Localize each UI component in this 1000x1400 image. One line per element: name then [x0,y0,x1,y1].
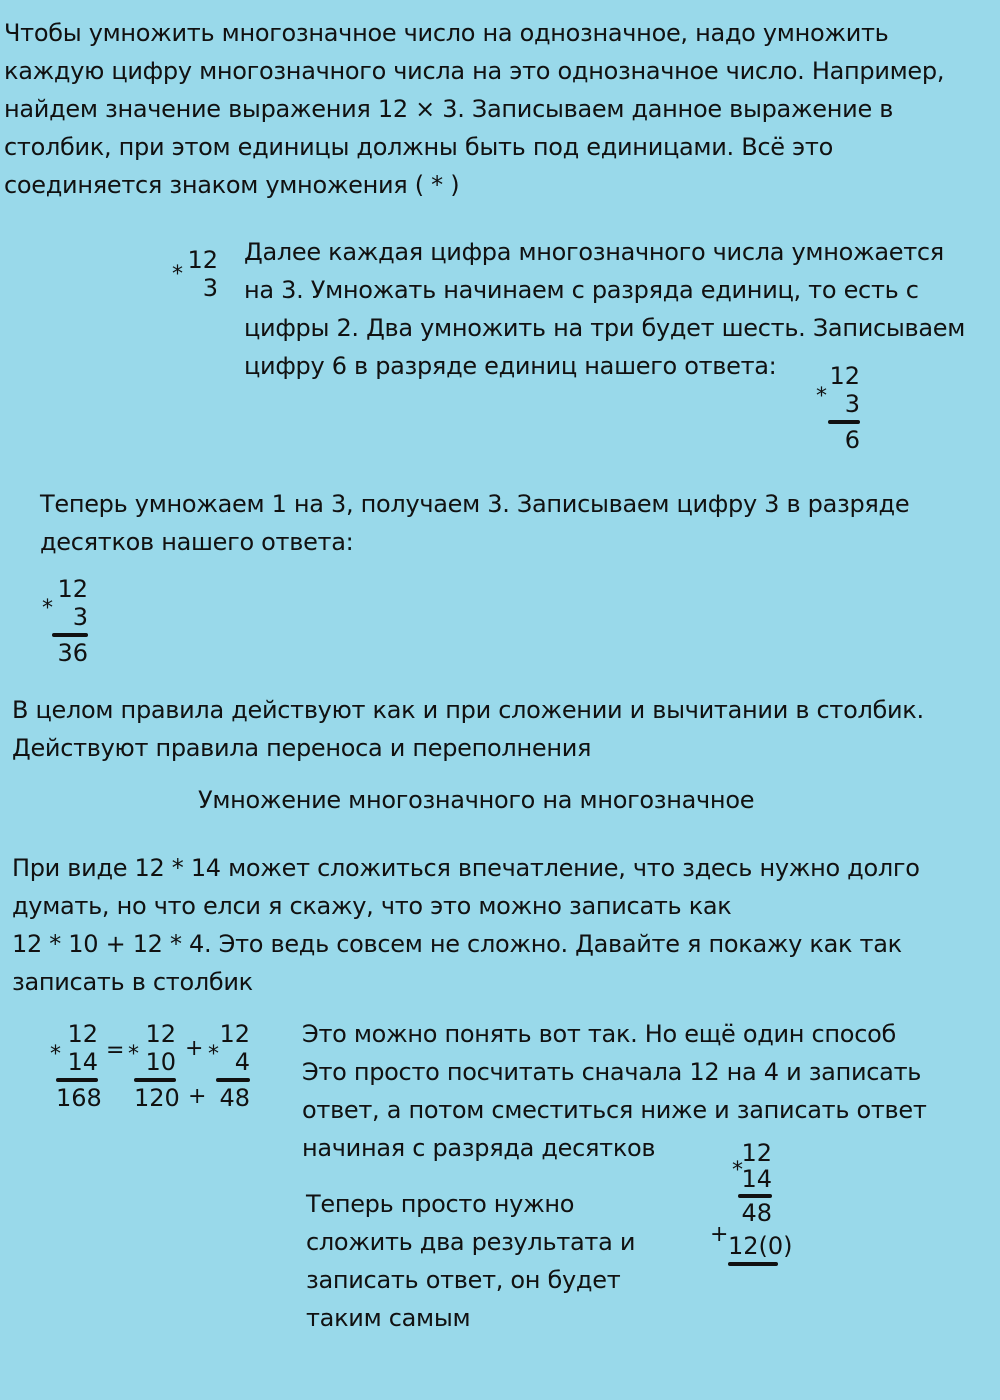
result-rule [828,420,860,424]
shift-placeholder: (0) [758,1232,793,1260]
rules-line: В целом правила действуют как и при сложении и вычитании в столбик. [12,696,924,724]
multiplier: 10 [145,1048,176,1076]
partial-product-2-digits: 12 [728,1232,759,1260]
multiplier: 3 [844,390,860,418]
sum-rule [728,1262,778,1266]
result-rule [134,1078,176,1082]
multiplicand: 12 [219,1020,250,1048]
product: 120 [134,1084,180,1112]
multiplicand: 12 [145,1020,176,1048]
result-rule [56,1078,98,1082]
multiply-operator: * [172,262,183,287]
result-rule [738,1194,772,1198]
multiplicand: 12 [67,1020,98,1048]
product: 6 [844,426,860,454]
alt-method-line: начиная с разряда десятков [302,1134,656,1162]
final-line: Теперь просто нужно [306,1190,575,1218]
multi-intro-paragraph [12,849,920,1001]
intro-line: найдем значение выражения 12 × 3. Записываем данное выражение в [4,95,894,123]
step2-line: десятков нашего ответа: [40,528,354,556]
product: 36 [57,639,88,667]
step1-line: на 3. Умножать начинаем с разряда единиц, то есть с [244,276,919,304]
alt-method-paragraph [302,1015,927,1167]
multiplicand: 12 [829,362,860,390]
partial-product-1: 48 [741,1199,772,1227]
multiplier: 4 [234,1048,250,1076]
step1-line: Далее каждая цифра многозначного числа умножается [244,238,944,266]
alt-method-line: Это можно понять вот так. Но ещё один способ [302,1020,896,1048]
intro-line: столбик, при этом единицы должны быть под единицами. Всё это [4,133,833,161]
multi-intro-line: 12 * 10 + 12 * 4. Это ведь совсем не сложно. Давайте я покажу как так [12,930,902,958]
final-line: записать ответ, он будет [306,1266,621,1294]
partial-product-2 [728,1232,793,1260]
multiplicand: 12 [57,575,88,603]
multiply-operator: * [128,1042,139,1067]
plus-sign: + [188,1084,207,1109]
multiply-operator: * [208,1042,219,1067]
multiplicand: 12 [741,1139,772,1167]
multiplier: 3 [202,274,218,302]
final-line: таким самым [306,1304,471,1332]
multi-intro-line: При виде 12 * 14 может сложиться впечатление, что здесь нужно долго [12,854,920,882]
plus-sign: + [710,1222,729,1247]
intro-paragraph [4,14,944,204]
alt-method-line: Это просто посчитать сначала 12 на 4 и записать [302,1058,922,1086]
final-paragraph [306,1185,635,1337]
intro-line: Чтобы умножить многозначное число на однозначное, надо умножить [4,19,889,47]
result-rule [52,633,88,637]
multiply-operator: * [732,1158,743,1183]
plus-sign: + [185,1036,204,1061]
equals-sign: = [106,1038,125,1063]
alt-method-line: ответ, а потом сместиться ниже и записать ответ [302,1096,927,1124]
multiply-operator: * [816,384,827,409]
multiplier: 3 [72,603,88,631]
product: 168 [56,1084,102,1112]
multiply-operator: * [50,1042,61,1067]
multi-intro-line: записать в столбик [12,968,253,996]
rules-paragraph [12,691,924,767]
multi-intro-line: думать, но что елси я скажу, что это можно записать как [12,892,732,920]
product: 48 [219,1084,250,1112]
multiplier: 14 [741,1165,772,1193]
step1-line: цифру 6 в разряде единиц нашего ответа: [244,352,777,380]
multiplicand: 12 [187,246,218,274]
intro-line: соединяется знаком умножения ( * ) [4,171,460,199]
intro-line: каждую цифру многозначного числа на это однозначное число. Например, [4,57,945,85]
section-title: Умножение многозначного на многозначное [198,786,755,814]
multiply-operator: * [42,596,53,621]
result-rule [216,1078,250,1082]
step2-paragraph [40,485,909,561]
multiplier: 14 [67,1048,98,1076]
rules-line: Действуют правила переноса и переполнения [12,734,592,762]
step2-line: Теперь умножаем 1 на 3, получаем 3. Записываем цифру 3 в разряде [40,490,910,518]
final-line: сложить два результата и [306,1228,636,1256]
step1-line: цифры 2. Два умножить на три будет шесть. Записываем [244,314,966,342]
